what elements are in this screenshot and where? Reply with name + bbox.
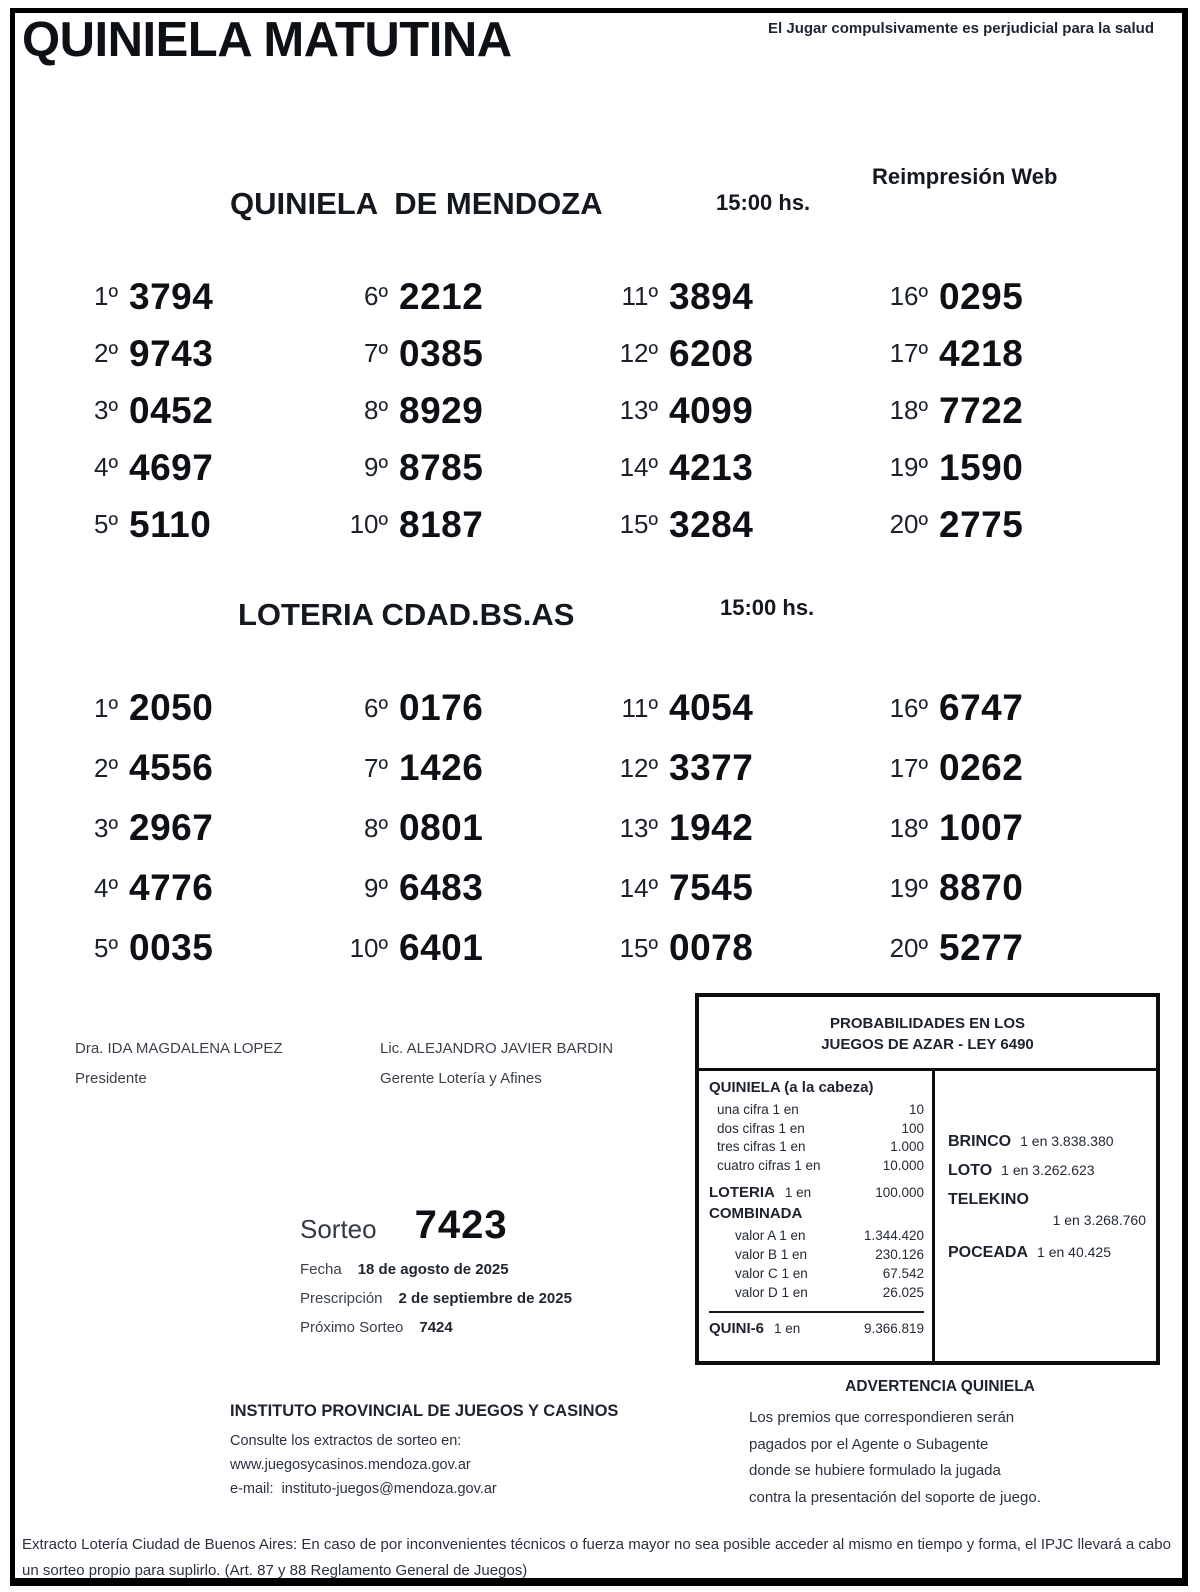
result-position: 8º bbox=[364, 395, 388, 425]
game-odds: 1 en 40.425 bbox=[1037, 1244, 1111, 1260]
result-position: 8º bbox=[364, 812, 388, 843]
quiniela-odds-row bbox=[709, 1138, 924, 1157]
draw-info-value: 18 de agosto de 2025 bbox=[357, 1261, 509, 1278]
combinada-header: COMBINADA bbox=[709, 1205, 803, 1222]
result-item bbox=[610, 496, 880, 553]
result-number: 3794 bbox=[129, 275, 214, 317]
result-item bbox=[340, 325, 610, 382]
result-item bbox=[70, 738, 340, 798]
section-time-mendoza: 15:00 hs. bbox=[716, 190, 811, 215]
results-column bbox=[880, 678, 1150, 978]
result-item bbox=[880, 382, 1150, 439]
result-position: 9º bbox=[364, 452, 388, 482]
draw-info-label: Próximo Sorteo bbox=[300, 1319, 404, 1336]
result-item bbox=[340, 858, 610, 918]
combinada-odds-row-value: 1.344.420 bbox=[863, 1228, 924, 1243]
draw-info-value: 2 de septiembre de 2025 bbox=[398, 1290, 572, 1307]
institute-lines bbox=[230, 1429, 618, 1501]
signature-role: Gerente Lotería y Afines bbox=[380, 1070, 542, 1087]
quiniela-odds-header: QUINIELA (a la cabeza) bbox=[709, 1079, 874, 1096]
loteria-value: 100.000 bbox=[875, 1185, 924, 1200]
result-item bbox=[70, 268, 340, 325]
game-name: BRINCO bbox=[948, 1133, 1012, 1150]
probabilities-title bbox=[699, 997, 1156, 1071]
result-number: 9743 bbox=[129, 332, 214, 374]
result-position: 6º bbox=[364, 692, 388, 723]
result-position: 17º bbox=[889, 338, 928, 368]
results-grid-bsas bbox=[70, 678, 1150, 978]
result-item bbox=[880, 918, 1150, 978]
result-number: 4776 bbox=[129, 867, 214, 908]
result-number: 8785 bbox=[399, 446, 484, 488]
probabilities-title-line2: JUEGOS DE AZAR - LEY 6490 bbox=[821, 1036, 1034, 1053]
result-number: 4054 bbox=[669, 687, 754, 728]
game-odds-row bbox=[948, 1244, 1146, 1262]
combinada-odds-row bbox=[709, 1283, 924, 1302]
result-item bbox=[70, 858, 340, 918]
results-column bbox=[880, 268, 1150, 553]
probabilities-left-column bbox=[699, 1071, 935, 1362]
results-column bbox=[340, 268, 610, 553]
quini6-mid: 1 en bbox=[774, 1321, 801, 1336]
combinada-odds-row-label: valor B 1 en bbox=[735, 1247, 808, 1262]
result-item bbox=[610, 918, 880, 978]
result-number: 2050 bbox=[129, 687, 214, 728]
result-number: 8929 bbox=[399, 389, 484, 431]
result-item bbox=[340, 738, 610, 798]
result-item bbox=[70, 918, 340, 978]
draw-info-label: Fecha bbox=[300, 1261, 342, 1278]
result-position: 15º bbox=[619, 509, 658, 539]
result-position: 12º bbox=[619, 338, 658, 368]
result-position: 11º bbox=[621, 692, 658, 723]
signature-name: Dra. IDA MAGDALENA LOPEZ bbox=[75, 1040, 283, 1057]
section-title-bsas: LOTERIA CDAD.BS.AS bbox=[238, 597, 575, 632]
result-item bbox=[70, 496, 340, 553]
combinada-odds-row bbox=[709, 1264, 924, 1283]
result-number: 3894 bbox=[669, 275, 754, 317]
combinada-odds-row-value: 67.542 bbox=[882, 1266, 924, 1281]
result-number: 2775 bbox=[939, 503, 1024, 545]
result-item bbox=[610, 382, 880, 439]
result-position: 10º bbox=[349, 509, 388, 539]
result-position: 4º bbox=[94, 872, 118, 903]
results-column bbox=[70, 678, 340, 978]
result-number: 7722 bbox=[939, 389, 1024, 431]
result-number: 0295 bbox=[939, 275, 1024, 317]
result-position: 15º bbox=[619, 932, 658, 963]
combinada-odds-row-label: valor D 1 en bbox=[735, 1285, 808, 1300]
page-title: QUINIELA MATUTINA bbox=[22, 13, 512, 67]
quiniela-odds-row-label: dos cifras 1 en bbox=[717, 1120, 805, 1136]
game-odds: 1 en 3.262.623 bbox=[1001, 1162, 1095, 1178]
quiniela-odds-row bbox=[709, 1101, 924, 1120]
result-number: 7545 bbox=[669, 867, 754, 908]
institute-line: e-mail: instituto-juegos@mendoza.gov.ar bbox=[230, 1481, 497, 1497]
result-number: 4213 bbox=[669, 446, 754, 488]
signature-manager bbox=[380, 1040, 613, 1087]
result-number: 2212 bbox=[399, 275, 484, 317]
quiniela-odds-row-label: una cifra 1 en bbox=[717, 1102, 799, 1117]
loteria-mid: 1 en bbox=[784, 1185, 812, 1200]
advertencia-line: donde se hubiere formulado la jugada bbox=[749, 1462, 1001, 1479]
result-position: 9º bbox=[364, 872, 388, 903]
result-number: 6747 bbox=[939, 687, 1024, 728]
result-item bbox=[880, 439, 1150, 496]
advertencia-block bbox=[735, 1378, 1145, 1511]
result-position: 5º bbox=[94, 509, 118, 539]
result-position: 14º bbox=[619, 872, 658, 903]
result-item bbox=[610, 439, 880, 496]
quiniela-odds-row-value: 1.000 bbox=[890, 1139, 924, 1154]
result-position: 2º bbox=[94, 338, 118, 368]
result-position: 19º bbox=[889, 872, 928, 903]
draw-info-row bbox=[300, 1255, 572, 1284]
result-number: 0801 bbox=[399, 807, 484, 848]
result-position: 20º bbox=[889, 509, 928, 539]
result-position: 16º bbox=[889, 281, 928, 311]
game-name: LOTO bbox=[948, 1162, 993, 1179]
health-warning: El Jugar compulsivamente es perjudicial para la salud bbox=[768, 20, 1154, 37]
result-position: 14º bbox=[619, 452, 658, 482]
result-number: 0452 bbox=[129, 389, 214, 431]
result-number: 6401 bbox=[399, 927, 484, 968]
advertencia-line: contra la presentación del soporte de juego. bbox=[749, 1488, 1041, 1506]
reprint-label: Reimpresión Web bbox=[872, 164, 1058, 189]
results-column bbox=[340, 678, 610, 978]
result-number: 0176 bbox=[399, 687, 484, 728]
advertencia-title: ADVERTENCIA QUINIELA bbox=[845, 1378, 1035, 1395]
section-title-mendoza: QUINIELA DE MENDOZA bbox=[230, 186, 603, 221]
sorteo-label: Sorteo bbox=[300, 1214, 377, 1244]
combinada-odds-row-label: valor C 1 en bbox=[735, 1266, 808, 1281]
institute-block bbox=[230, 1402, 618, 1501]
result-position: 10º bbox=[349, 932, 388, 963]
result-item bbox=[340, 798, 610, 858]
result-item bbox=[880, 738, 1150, 798]
result-number: 0385 bbox=[399, 332, 484, 374]
draw-info-row bbox=[300, 1284, 572, 1313]
quiniela-odds-row bbox=[709, 1157, 924, 1176]
quiniela-odds-row-value: 10 bbox=[908, 1102, 924, 1117]
result-position: 3º bbox=[94, 812, 118, 843]
result-item bbox=[610, 798, 880, 858]
game-name: TELEKINO bbox=[948, 1191, 1029, 1208]
result-number: 8870 bbox=[939, 867, 1024, 908]
combinada-odds-row-label: valor A 1 en bbox=[735, 1228, 806, 1243]
result-position: 13º bbox=[619, 812, 658, 843]
institute-name: INSTITUTO PROVINCIAL DE JUEGOS Y CASINOS bbox=[230, 1402, 619, 1420]
signature-role: Presidente bbox=[75, 1070, 147, 1087]
result-number: 0262 bbox=[939, 747, 1024, 788]
result-item bbox=[610, 738, 880, 798]
draw-info-value: 7424 bbox=[419, 1319, 453, 1336]
result-item bbox=[340, 268, 610, 325]
result-position: 6º bbox=[364, 281, 388, 311]
result-number: 1426 bbox=[399, 747, 484, 788]
result-position: 20º bbox=[889, 932, 928, 963]
quiniela-odds-rows bbox=[709, 1101, 924, 1175]
sorteo-row bbox=[300, 1203, 508, 1248]
game-odds-row bbox=[948, 1162, 1146, 1180]
result-position: 13º bbox=[619, 395, 658, 425]
combinada-odds-rows bbox=[709, 1226, 924, 1302]
footer-disclaimer: Extracto Lotería Ciudad de Buenos Aires: En caso de por inconvenientes técnicos o fuerza mayor no sea posible acceder al mismo en tiempo y forma, el IPJC llevará a cabo un sorteo propio para suplirlo. (Art. 87 y 88 Reglamento General de Juegos) bbox=[22, 1536, 1171, 1579]
result-item bbox=[610, 858, 880, 918]
result-number: 4099 bbox=[669, 389, 754, 431]
result-number: 1942 bbox=[669, 807, 754, 848]
section-time-bsas: 15:00 hs. bbox=[720, 595, 815, 620]
result-item bbox=[610, 678, 880, 738]
result-position: 4º bbox=[94, 452, 118, 482]
result-position: 7º bbox=[364, 338, 388, 368]
signature-president bbox=[75, 1040, 283, 1087]
quiniela-odds-row-label: tres cifras 1 en bbox=[717, 1139, 806, 1154]
result-item bbox=[610, 325, 880, 382]
game-odds: 1 en 3.268.760 bbox=[1052, 1212, 1146, 1228]
results-grid-mendoza bbox=[70, 268, 1150, 553]
result-position: 11º bbox=[621, 281, 658, 311]
combinada-odds-row-value: 230.126 bbox=[875, 1247, 924, 1262]
institute-line: Consulte los extractos de sorteo en: bbox=[230, 1433, 462, 1449]
result-number: 4218 bbox=[939, 332, 1024, 374]
results-column bbox=[610, 268, 880, 553]
quini6-value: 9.366.819 bbox=[863, 1321, 924, 1336]
result-item bbox=[340, 439, 610, 496]
result-position: 3º bbox=[94, 395, 118, 425]
result-item bbox=[70, 325, 340, 382]
result-position: 18º bbox=[889, 395, 928, 425]
signature-name: Lic. ALEJANDRO JAVIER BARDIN bbox=[380, 1040, 614, 1057]
draw-info bbox=[300, 1255, 572, 1342]
result-item bbox=[880, 798, 1150, 858]
result-item bbox=[70, 439, 340, 496]
probabilities-title-line1: PROBABILIDADES EN LOS bbox=[829, 1015, 1025, 1032]
combinada-odds-row bbox=[709, 1245, 924, 1264]
game-odds-row bbox=[948, 1133, 1146, 1151]
result-item bbox=[70, 678, 340, 738]
result-number: 4697 bbox=[129, 446, 214, 488]
result-item bbox=[70, 382, 340, 439]
probabilities-box bbox=[695, 993, 1160, 1365]
result-number: 0078 bbox=[669, 927, 754, 968]
result-item bbox=[340, 678, 610, 738]
result-number: 2967 bbox=[129, 807, 214, 848]
result-position: 16º bbox=[889, 692, 928, 723]
result-number: 3377 bbox=[669, 747, 754, 788]
quini6-odds-row bbox=[709, 1311, 924, 1337]
loteria-label: LOTERIA bbox=[709, 1184, 775, 1201]
result-number: 0035 bbox=[129, 927, 214, 968]
result-position: 1º bbox=[94, 692, 118, 723]
results-column bbox=[610, 678, 880, 978]
result-item bbox=[340, 382, 610, 439]
result-position: 1º bbox=[94, 281, 118, 311]
result-item bbox=[340, 918, 610, 978]
result-number: 6208 bbox=[669, 332, 754, 374]
result-item bbox=[340, 496, 610, 553]
advertencia-line: Los premios que correspondieren serán bbox=[749, 1409, 1015, 1426]
result-number: 6483 bbox=[399, 867, 484, 908]
result-position: 7º bbox=[364, 752, 388, 783]
advertencia-lines bbox=[735, 1405, 1145, 1511]
loteria-odds-row bbox=[709, 1184, 924, 1201]
result-position: 2º bbox=[94, 752, 118, 783]
result-item bbox=[880, 858, 1150, 918]
result-position: 18º bbox=[889, 812, 928, 843]
result-item bbox=[880, 678, 1150, 738]
result-item bbox=[880, 325, 1150, 382]
combinada-odds-row-value: 26.025 bbox=[882, 1285, 924, 1300]
result-item bbox=[880, 268, 1150, 325]
probabilities-right-column bbox=[935, 1071, 1156, 1362]
result-item bbox=[70, 798, 340, 858]
result-number: 3284 bbox=[669, 503, 754, 545]
quiniela-odds-row-value: 100 bbox=[901, 1120, 924, 1136]
result-position: 12º bbox=[619, 752, 658, 783]
result-number: 4556 bbox=[129, 747, 214, 788]
advertencia-line: pagados por el Agente o Subagente bbox=[749, 1435, 989, 1453]
sorteo-number: 7423 bbox=[414, 1203, 508, 1247]
result-position: 5º bbox=[94, 932, 118, 963]
result-position: 19º bbox=[889, 452, 928, 482]
combinada-odds-row bbox=[709, 1226, 924, 1245]
draw-info-row bbox=[300, 1313, 572, 1342]
result-number: 5277 bbox=[939, 927, 1024, 968]
result-item bbox=[880, 496, 1150, 553]
result-item bbox=[610, 268, 880, 325]
quiniela-odds-row bbox=[709, 1120, 924, 1139]
draw-info-label: Prescripción bbox=[300, 1290, 383, 1307]
result-number: 1007 bbox=[939, 807, 1024, 848]
quini6-label: QUINI-6 bbox=[709, 1320, 765, 1337]
game-odds: 1 en 3.838.380 bbox=[1020, 1133, 1114, 1149]
game-name: POCEADA bbox=[948, 1244, 1029, 1261]
result-number: 5110 bbox=[129, 503, 212, 545]
result-position: 17º bbox=[889, 752, 928, 783]
quiniela-odds-row-label: cuatro cifras 1 en bbox=[717, 1157, 821, 1173]
quiniela-odds-row-value: 10.000 bbox=[882, 1157, 924, 1173]
institute-line: www.juegosycasinos.mendoza.gov.ar bbox=[230, 1457, 471, 1473]
game-odds-row bbox=[948, 1191, 1146, 1228]
result-number: 1590 bbox=[939, 446, 1024, 488]
probabilities-body bbox=[699, 1071, 1156, 1362]
results-column bbox=[70, 268, 340, 553]
result-number: 8187 bbox=[399, 503, 484, 545]
